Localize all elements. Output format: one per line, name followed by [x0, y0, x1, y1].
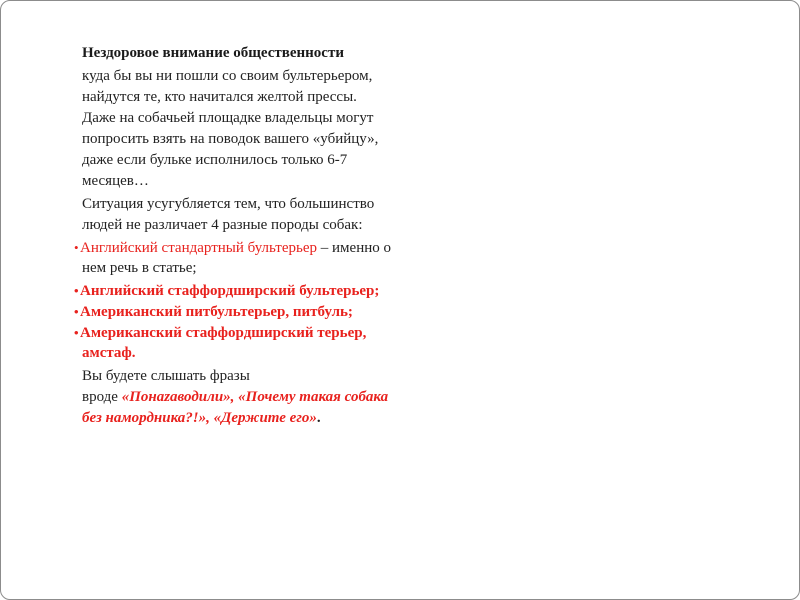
breed-item-1-continued: нем речь в статье; — [82, 260, 197, 276]
breed-2-name: Английский стаффордширский бультерьер; — [80, 283, 380, 299]
text-line-8: людей не различает 4 разные породы собак: — [82, 217, 363, 233]
quote-phrases-2: без намордника?!», «Держите его» — [82, 410, 317, 426]
text-line-4: попросить взять на поводок вашего «убийцу», — [82, 131, 379, 147]
text-line-7: Ситуация усугубляется тем, что большинство — [82, 196, 375, 212]
breed-3-name: Американский питбультерьер, питбуль; — [80, 304, 353, 320]
breed-1-note: – именно о — [317, 240, 392, 256]
text-line-2: найдутся те, кто начитался желтой прессы. — [82, 89, 357, 105]
breed-4-name: Американский стаффордширский терьер, — [80, 325, 367, 341]
breed-item-2 — [74, 281, 379, 300]
breed-1-name: Английский стандартный бультерьер — [80, 240, 318, 256]
text-line-1: куда бы вы ни пошли со своим бультерьером, — [82, 68, 373, 84]
closing-period: . — [316, 410, 321, 426]
breed-item-4 — [74, 323, 366, 342]
bullet-icon: • — [74, 304, 79, 319]
breed-item-4-continued: амстаф. — [82, 345, 136, 361]
closing-line-2-plain: вроде — [82, 389, 122, 405]
breed-item-1 — [74, 238, 391, 257]
slide-heading: Нездоровое внимание общественности — [82, 45, 344, 61]
bullet-icon: • — [74, 283, 79, 298]
closing-line-1: Вы будете слышать фразы — [82, 368, 250, 384]
breed-item-3 — [74, 302, 353, 321]
text-line-3: Даже на собачьей площадке владельцы могут — [82, 110, 374, 126]
bullet-icon: • — [74, 325, 79, 340]
quote-phrases-1: «Понazaводили», «Почему такая собака — [121, 389, 389, 405]
closing-line-2 — [82, 388, 388, 407]
text-line-6: месяцев… — [82, 173, 149, 189]
text-line-5: даже если бульке исполнилось только 6-7 — [82, 152, 348, 168]
bullet-icon: • — [74, 240, 79, 255]
closing-line-3 — [82, 409, 321, 428]
